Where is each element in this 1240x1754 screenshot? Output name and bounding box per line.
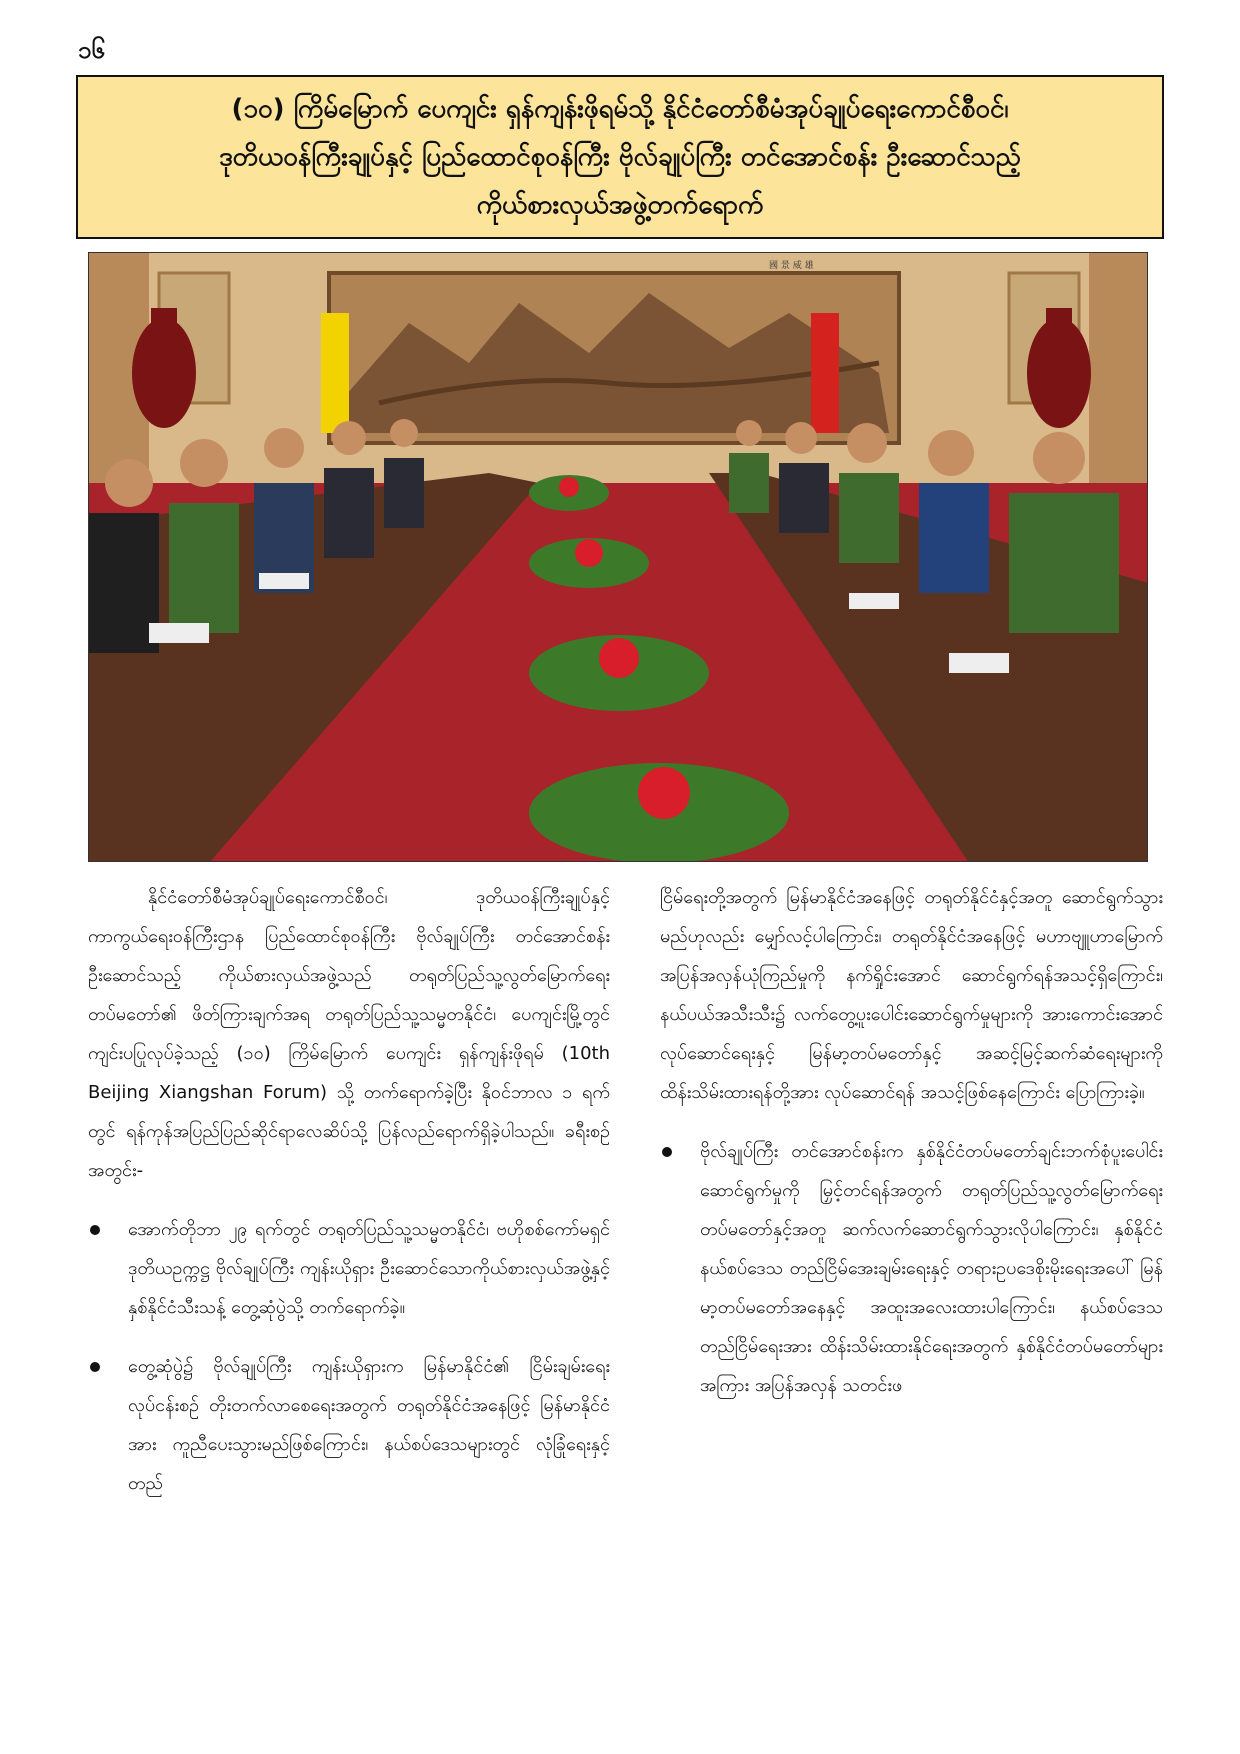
name-card [949, 653, 1009, 673]
flower [559, 477, 579, 497]
delegate-head [264, 428, 304, 468]
china-flag [811, 313, 839, 433]
wall-panel-right [1089, 253, 1148, 483]
bullet-dot-icon [90, 1362, 100, 1372]
flower [638, 767, 690, 819]
bullet-text: ဗိုလ်ချုပ်ကြီး တင်အောင်စန်းက နှစ်နိုင်ငံတပ်မတော်ချင်းဘက်စုံပူးပေါင်းဆောင်ရွက်မှုကို မြှင့်တင်ရန်အတွက် တရုတ်ပြည်သူ့လွတ်မြောက်ရေးတပ်မတော်နှင့်အတူ ဆက်လက်ဆောင်ရွက်သွားလိုပါကြောင်း၊ နှစ်နိုင်ငံနယ်စပ်ဒေသ တည်ငြိမ်အေးချမ်းရေးနှင့် တရားဥပဒေစိုးမိုးရေးအပေါ် မြန်မာ့တပ်မတော်အနေနှင့် အထူးအလေးထားပါကြောင်း၊ နယ်စပ်ဒေသတည်ငြိမ်ရေးအား ထိန်းသိမ်းထားနိုင်ရေးအတွက် နှစ်နိုင်ငံတပ်မတော်များအကြား အပြန်အလှန် သတင်းဖ [700, 1141, 1163, 1396]
delegate-head [847, 423, 887, 463]
flower [599, 638, 639, 678]
delegate-head [928, 430, 974, 476]
delegate [324, 468, 374, 558]
delegate [384, 458, 424, 528]
delegate [919, 483, 989, 593]
article-title-line-2: ဒုတိယဝန်ကြီးချုပ်နှင့် ပြည်ထောင်စုဝန်ကြီး ဗိုလ်ချုပ်ကြီး တင်အောင်စန်း ဦးဆောင်သည့် [219, 142, 1021, 172]
article-title-line-3: ကိုယ်စားလှယ်အဖွဲ့တက်ရောက် [476, 190, 764, 220]
delegate [169, 503, 239, 633]
intro-paragraph: နိုင်ငံတော်စီမံအုပ်ချုပ်ရေးကောင်စီဝင်၊ ဒုတိယဝန်ကြီးချုပ်နှင့် ကာကွယ်ရေးဝန်ကြီးဌာန ပြည်ထောင်စုဝန်ကြီး ဗိုလ်ချုပ်ကြီး တင်အောင်စန်းဦးဆောင်သည့် ကိုယ်စားလှယ်အဖွဲ့သည် တရုတ်ပြည်သူ့လွတ်မြောက်ရေးတပ်မတော်၏ ဖိတ်ကြားချက်အရ တရုတ်ပြည်သူ့သမ္မတနိုင်ငံ၊ ပေကျင်းမြို့တွင် ကျင်းပပြုလုပ်ခဲ့သည့် (၁၀) ကြိမ်မြောက် ပေကျင်း ရှန်ကျန်းဖိုရမ် (10th Beijing Xiangshan Forum) သို့ တက်ရောက်ခဲ့ပြီး နိုဝင်ဘာလ ၁ ရက်တွင် ရန်ကုန်အပြည်ပြည်ဆိုင်ရာလေဆိပ်သို့ ပြန်လည်ရောက်ရှိခဲ့ပါသည်။ ခရီးစဉ်အတွင်း- [88, 887, 610, 1181]
article-title-line-1: (၁၀) ကြိမ်မြောက် ပေကျင်း ရှန်ကျန်းဖိုရမ်သို့ နိုင်ငံတော်စီမံအုပ်ချုပ်ရေးကောင်စီဝင်၊ [231, 94, 1009, 124]
meeting-photo-illustration [89, 253, 1148, 862]
vase-right-neck [1046, 308, 1072, 326]
delegate [1009, 493, 1119, 633]
delegate-head [180, 439, 228, 487]
left-column [88, 878, 610, 1503]
delegate [839, 473, 899, 563]
delegate-head [105, 459, 153, 507]
name-card [259, 573, 309, 589]
vase-right [1027, 318, 1091, 428]
delegate-head [785, 422, 817, 454]
bullet-text: တွေ့ဆုံပွဲ၌ ဗိုလ်ချုပ်ကြီး ကျန်းယိုရှားက မြန်မာနိုင်ငံ၏ ငြိမ်းချမ်းရေးလုပ်ငန်းစဉ် တိုးတက်လာစေရေးအတွက် တရုတ်နိုင်ငံအနေဖြင့် မြန်မာနိုင်ငံအား ကူညီပေးသွားမည်ဖြစ်ကြောင်း၊ နယ်စပ်ဒေသများတွင် လုံခြုံရေးနှင့် တည် [128, 1356, 610, 1494]
delegate [779, 463, 829, 533]
bullet-text: အောက်တိုဘာ ၂၉ ရက်တွင် တရုတ်ပြည်သူ့သမ္မတနိုင်ငံ၊ ဗဟိုစစ်ကော်မရှင် ဒုတိယဥက္ကဋ္ဌ ဗိုလ်ချုပ်ကြီး ကျန်းယိုရှား ဦးဆောင်သောကိုယ်စားလှယ်အဖွဲ့နှင့် နှစ်နိုင်ငံသီးသန့် တွေ့ဆုံပွဲသို့ တက်ရောက်ခဲ့။ [128, 1219, 610, 1318]
right-column [660, 878, 1163, 1405]
page-number: ၁၆ [78, 36, 105, 64]
vase-left [132, 318, 196, 428]
delegate [729, 453, 769, 513]
name-card [849, 593, 899, 609]
name-card [149, 623, 209, 643]
bullet-dot-icon [90, 1225, 100, 1235]
delegate-head [1033, 432, 1085, 484]
delegate [89, 513, 159, 653]
myanmar-flag [321, 313, 349, 433]
article-title-box [76, 75, 1164, 239]
continuation-paragraph: ငြိမ်ရေးတို့အတွက် မြန်မာနိုင်ငံအနေဖြင့် တရုတ်နိုင်ငံနှင့်အတူ ဆောင်ရွက်သွားမည်ဟုလည်း မျှော်လင့်ပါကြောင်း၊ တရုတ်နိုင်ငံအနေဖြင့် မဟာဗျူဟာမြောက် အပြန်အလှန်ယုံကြည်မှုကို နက်ရှိုင်းအောင် ဆောင်ရွက်ရန်အသင့်ရှိကြောင်း၊ နယ်ပယ်အသီးသီး၌ လက်တွေ့ပူးပေါင်းဆောင်ရွက်မှုများကို အားကောင်းအောင်လုပ်ဆောင်ရေးနှင့် မြန်မာ့တပ်မတော်နှင့် အဆင့်မြင့်ဆက်ဆံရေးများကို ထိန်းသိမ်းထားရန်တို့အား လုပ်ဆောင်ရန် အသင့်ဖြစ်နေကြောင်း ပြောကြားခဲ့။ [660, 887, 1163, 1103]
mural-calligraphy: 國 景 威 雄 [769, 261, 814, 271]
bullet-item [88, 1210, 610, 1327]
bullet-item [88, 1347, 610, 1503]
delegate-head [390, 419, 418, 447]
flower [575, 539, 603, 567]
delegate-head [332, 421, 366, 455]
bullet-item [660, 1132, 1163, 1405]
meeting-photo [88, 252, 1148, 862]
delegate-head [736, 420, 762, 446]
vase-left-neck [151, 308, 177, 326]
bullet-dot-icon [662, 1147, 672, 1157]
